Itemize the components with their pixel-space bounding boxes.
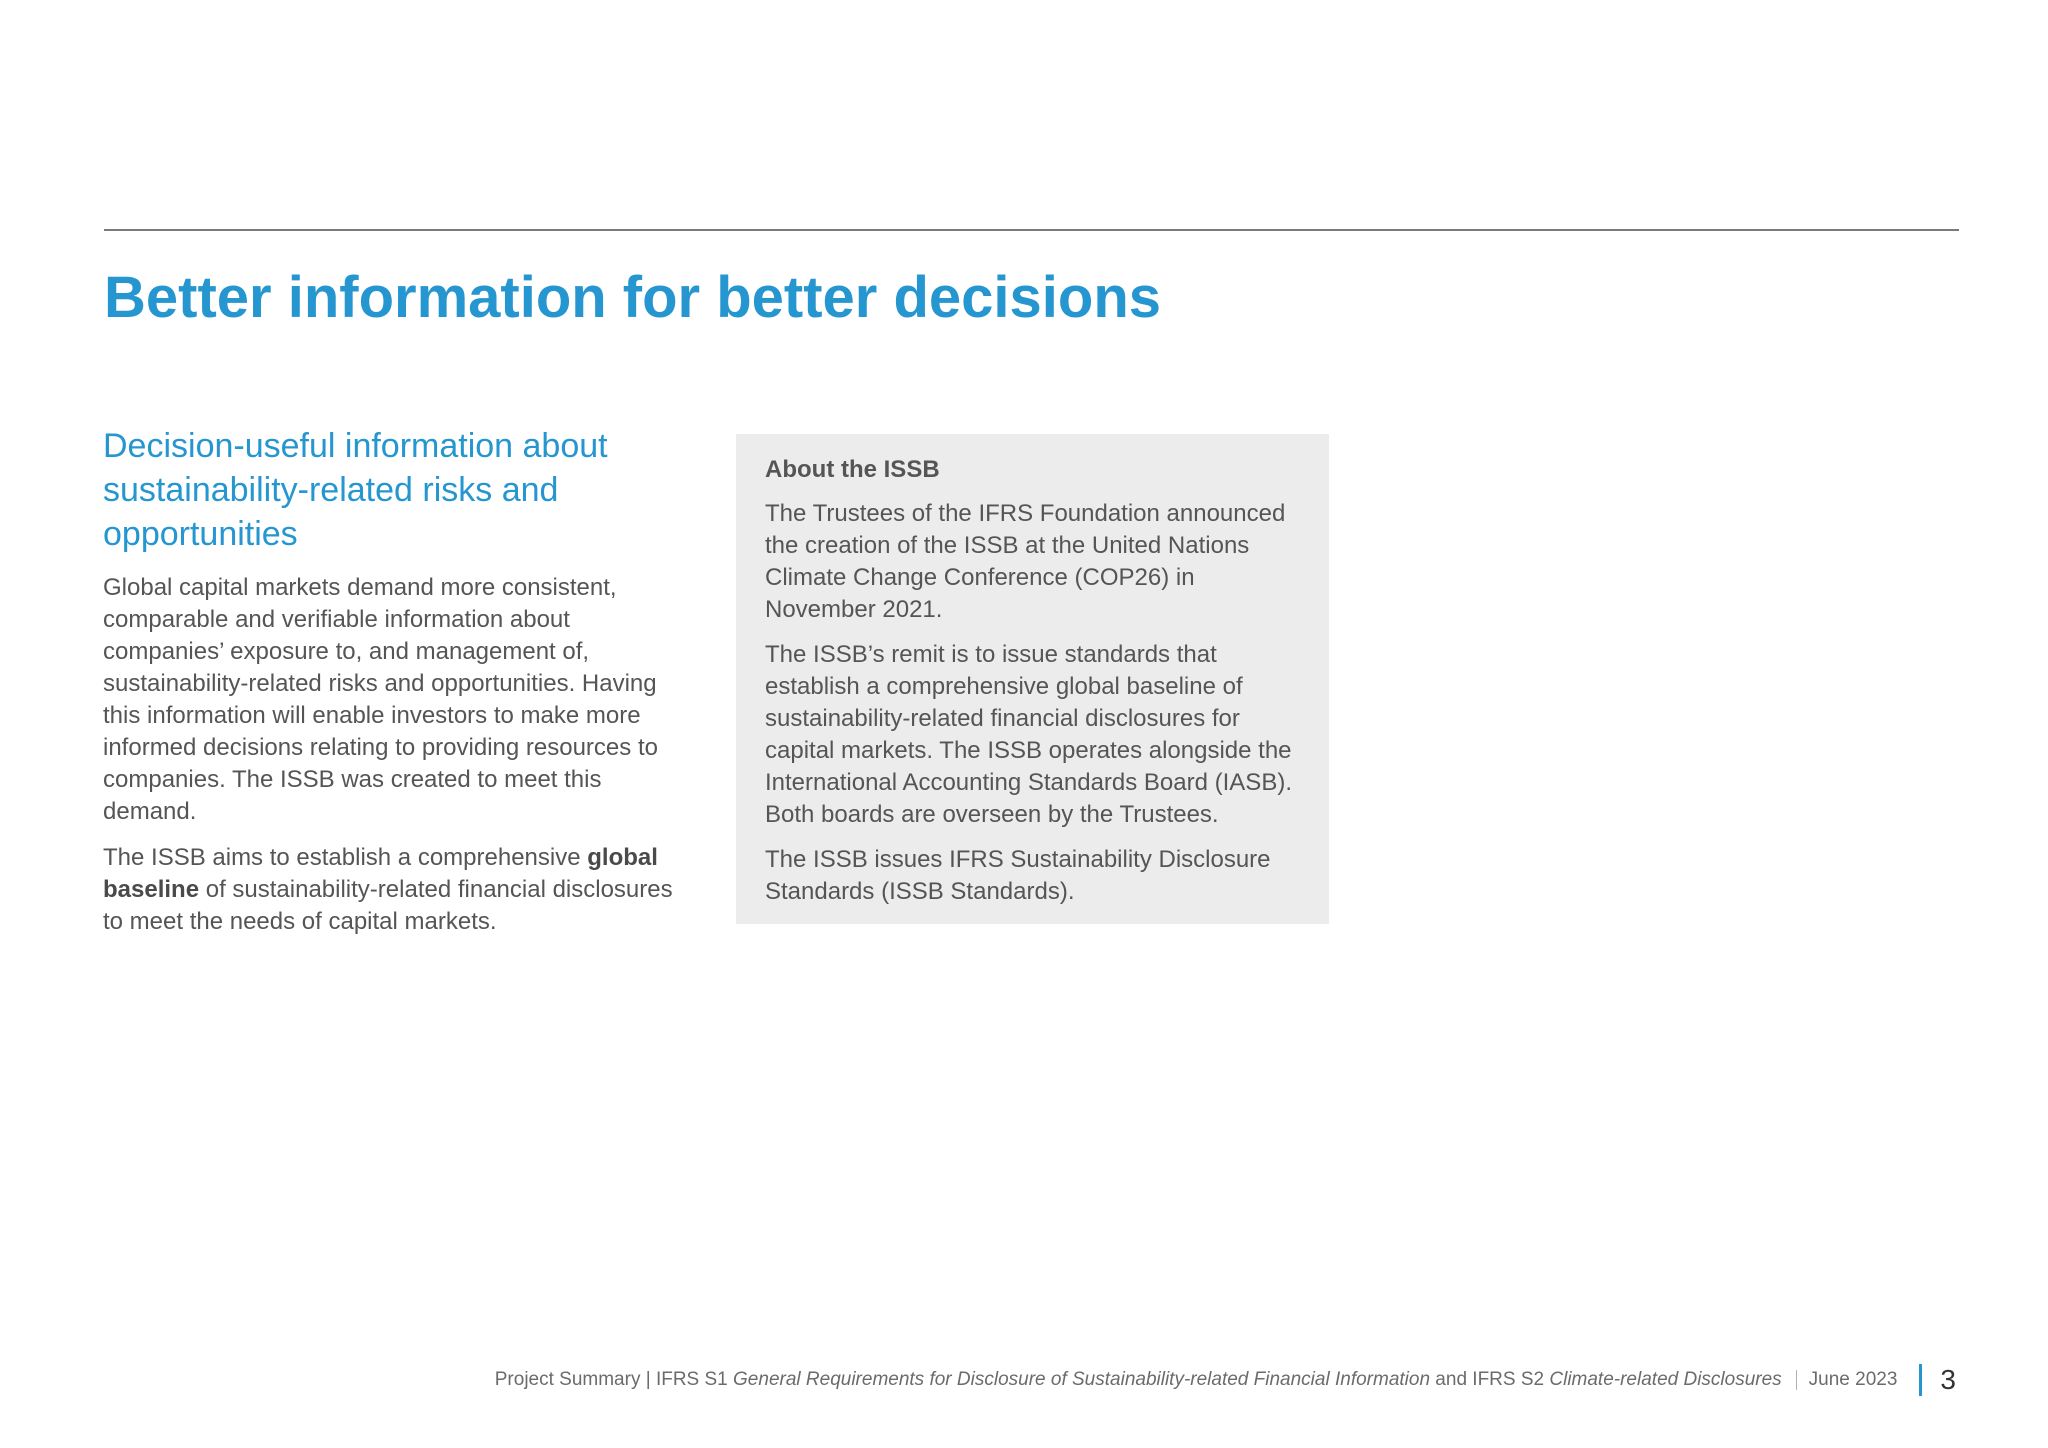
footer-middle: and IFRS S2	[1430, 1369, 1550, 1390]
about-title: About the ISSB	[765, 456, 940, 483]
page-title: Better information for better decisions	[104, 265, 1162, 330]
aim-prefix: The ISSB aims to establish a comprehensive	[103, 844, 588, 871]
about-paragraph-2: The ISSB’s remit is to issue standards that establish a comprehensive global baseline of sustainability-related financial disclosures for capital markets. The ISSB operates alongside the International Accounting Standards Board (IASB). Both boards are overseen by the Trustees.	[765, 641, 1292, 828]
footer-italic-title-1: General Requirements for Disclosure of Sustainability-related Financial Information	[733, 1369, 1431, 1390]
top-divider	[104, 229, 1959, 231]
footer-accent-bar	[1919, 1364, 1922, 1396]
aim-suffix: of sustainability-related financial disclosures to meet the needs of capital markets.	[103, 876, 673, 935]
footer-italic-title-2: Climate-related Disclosures	[1549, 1369, 1782, 1390]
footer-prefix: Project Summary | IFRS S1	[494, 1369, 734, 1390]
intro-paragraph: Global capital markets demand more consistent, comparable and verifiable information about companies’ exposure to, and management of, sustainability-related risks and opportunities. Having this information will enable investors to make more informed decisions relating to providing resources to companies. The ISSB was created to meet this demand.	[103, 574, 658, 825]
aim-bold-phrase: global baseline	[103, 844, 658, 903]
about-paragraph-1: The Trustees of the IFRS Foundation announced the creation of the ISSB at the United Nations Climate Change Conference (COP26) in November 2021.	[765, 500, 1286, 623]
footer-document-title	[495, 1369, 1782, 1391]
about-issb-box	[736, 434, 1329, 924]
about-paragraph-3: The ISSB issues IFRS Sustainability Disclosure Standards (ISSB Standards).	[765, 846, 1271, 905]
footer-date: June 2023	[1808, 1369, 1898, 1390]
page-footer	[495, 1360, 1956, 1400]
section-subheading: Decision-useful information about sustainability-related risks and opportunities	[103, 427, 608, 553]
page-number: 3	[1940, 1364, 1956, 1395]
aim-paragraph	[103, 842, 683, 938]
left-column	[103, 424, 683, 952]
footer-separator	[1796, 1370, 1797, 1390]
